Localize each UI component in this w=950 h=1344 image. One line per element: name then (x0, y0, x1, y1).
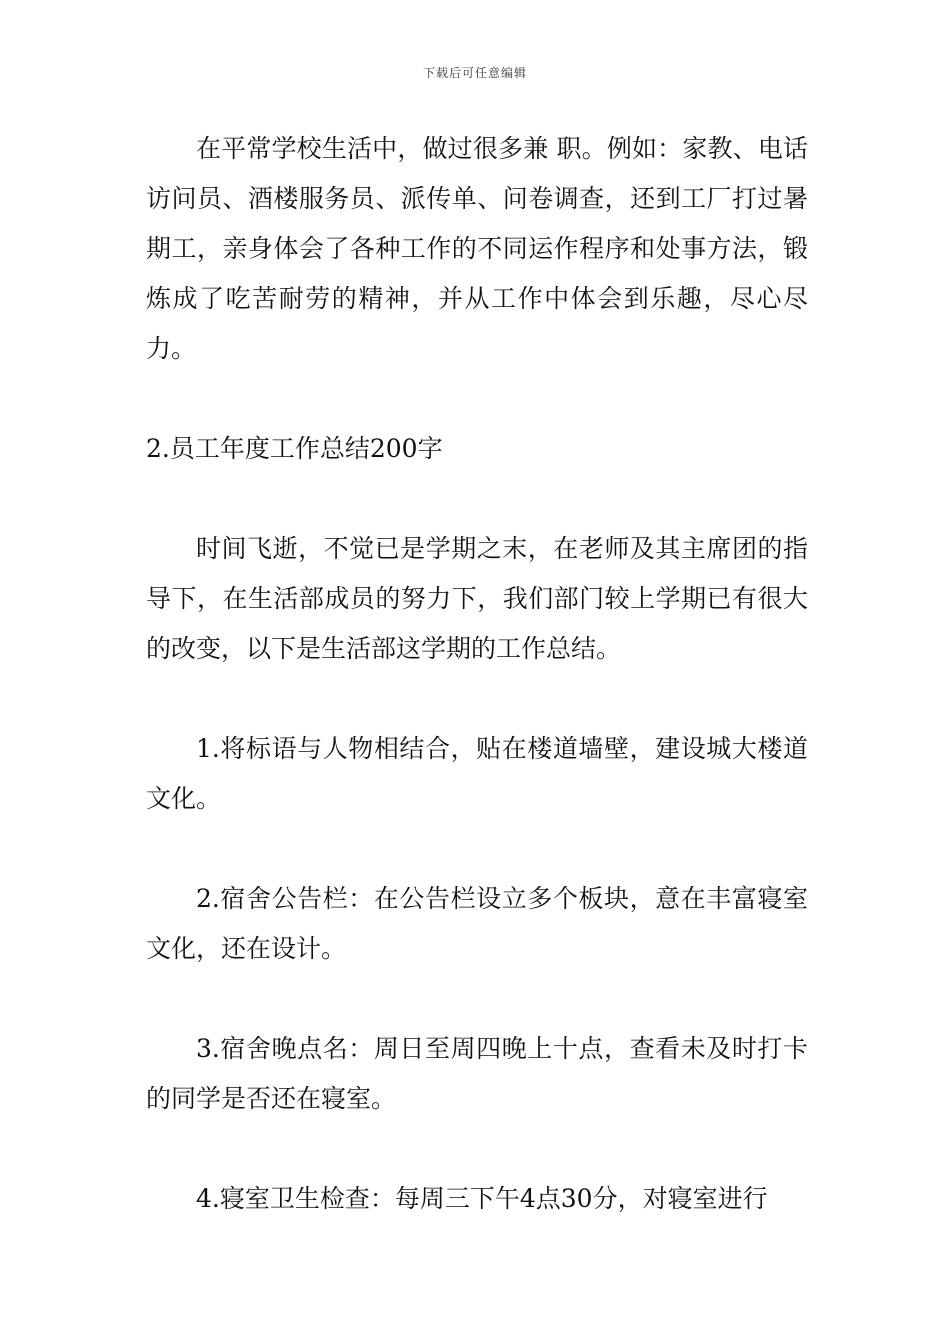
list-item-3: 3.宿舍晚点名：周日至周四晚上十点，查看未及时打卡的同学是否还在寝室。 (146, 1034, 808, 1113)
page-header: 下载后可任意编辑 (422, 66, 527, 80)
paragraph-intro: 时间飞逝，不觉已是学期之末，在老师及其主席团的指导下，在生活部成员的努力下，我们部门较上学期已有很大的改变，以下是生活部这学期的工作总结。 (146, 534, 808, 663)
list-item-4: 4.寝室卫生检查：每周三下午4点30分，对寝室进行 (196, 1184, 768, 1213)
document-body (146, 124, 808, 1224)
list-item-2: 2.宿舍公告栏：在公告栏设立多个板块，意在丰富寝室文化，还在设计。 (146, 884, 808, 963)
section-heading: 2.员工年度工作总结200字 (146, 434, 443, 463)
list-item-1: 1.将标语与人物相结合，贴在楼道墙壁，建设城大楼道文化。 (146, 734, 808, 813)
paragraph-part-time-jobs: 在平常学校生活中，做过很多兼 职。例如：家教、电话访问员、酒楼服务员、派传单、问卷调查，还到工厂打过暑期工，亲身体会了各种工作的不同运作程序和处事方法，锻炼成了吃苦耐劳的精神，并从工作中体会到乐趣，尽心尽力。 (146, 134, 808, 363)
